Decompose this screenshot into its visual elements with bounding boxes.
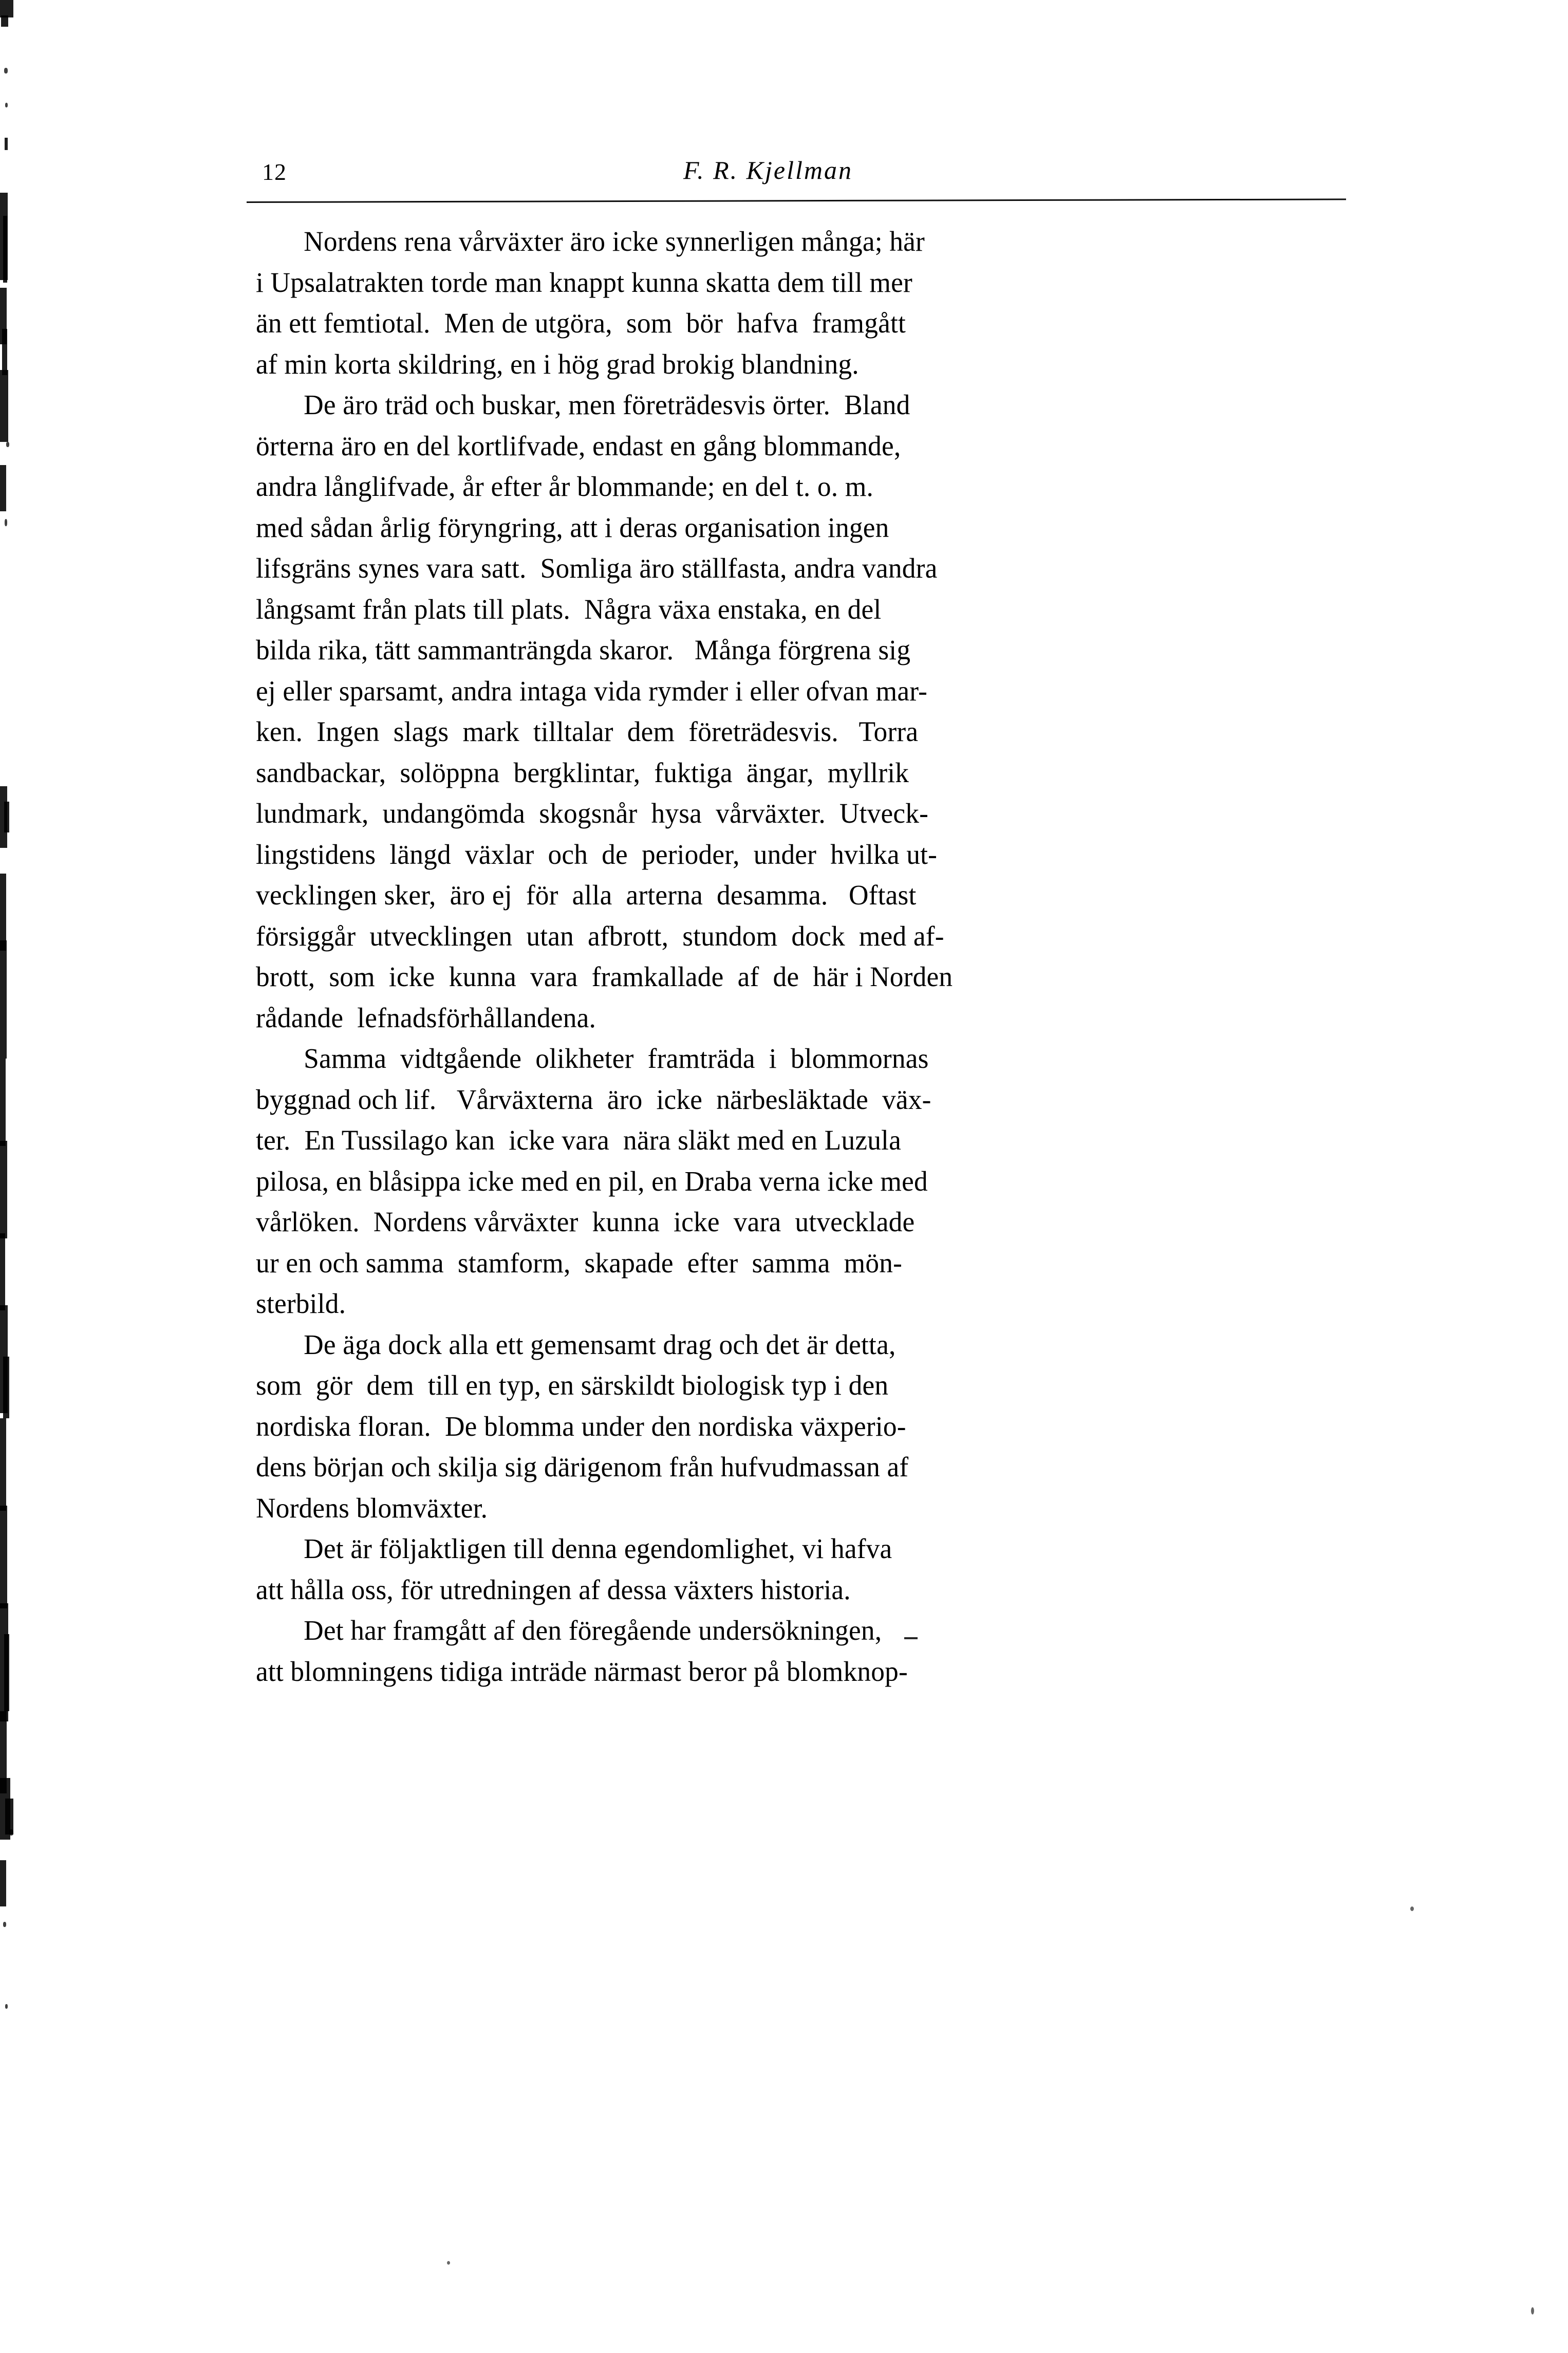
text-line: än ett femtiotal. Men de utgöra, som bör hafva framgått [256,307,906,339]
text-line: örterna äro en del kortlifvade, endast en gång blommande, [256,430,901,461]
text-line: att hålla oss, för utredningen af dessa växters historia. [256,1573,851,1605]
text-line: i Upsalatrakten torde man knappt kunna skatta dem till mer [256,266,912,298]
scan-gutter-artifacts [0,0,21,2353]
text-line: bilda rika, tätt sammanträngda skaror. Många förgrena sig [256,634,911,665]
text-line: vecklingen sker, äro ej för alla arterna desamma. Oftast [256,879,917,911]
text-line: byggnad och lif. Vårväxterna äro icke närbesläktade väx- [256,1083,931,1115]
folio-number: 12 [262,159,287,185]
ink-speck [1410,1906,1414,1911]
text-line: ej eller sparsamt, andra intaga vida rymder i eller ofvan mar- [256,675,928,707]
text-line: Det har framgått af den föregående undersökningen, [304,1615,882,1646]
ink-artifact-dash [904,1637,918,1639]
text-line: andra långlifvade, år efter år blommande; en del t. o. m. [256,471,874,502]
text-line: De äro träd och buskar, men företrädesvis örter. Bland [304,389,910,420]
text-line: af min korta skildring, en i hög grad brokig blandning. [256,348,859,380]
text-line: sterbild. [256,1288,346,1319]
text-line: lifsgräns synes vara satt. Somliga äro ställfasta, andra vandra [256,552,938,584]
text-line: med sådan årlig föryngring, att i deras organisation ingen [256,511,889,543]
text-line: dens början och skilja sig därigenom från hufvudmassan af [256,1451,909,1483]
page-header [241,154,1346,200]
text-line: ur en och samma stamform, skapade efter samma mön- [256,1247,903,1279]
text-line: Nordens blomväxter. [256,1492,488,1524]
text-line: försiggår utvecklingen utan afbrott, stundom dock med af- [256,920,944,952]
text-line: nordiska floran. De blomma under den nordiska växperio- [256,1410,906,1442]
text-line: pilosa, en blåsippa icke med en pil, en Draba verna icke med [256,1165,928,1197]
text-line: sandbackar, solöppna bergklintar, fuktiga ängar, myllrik [256,756,909,788]
text-line: vårlöken. Nordens vårväxter kunna icke vara utvecklade [256,1206,915,1237]
text-line: Samma vidtgående olikheter framträda i blommornas [304,1043,929,1074]
text-line: att blomningens tidiga inträde närmast beror på blomknop- [256,1655,908,1687]
text-line: Det är följaktligen till denna egendomlighet, vi hafva [304,1533,892,1564]
text-line: rådande lefnadsförhållandena. [256,1002,596,1033]
text-line: ter. En Tussilago kan icke vara nära släkt med en Luzula [256,1124,901,1156]
text-line: ken. Ingen slags mark tilltalar dem företrädesvis. Torra [256,716,919,747]
text-line: De äga dock alla ett gemensamt drag och det är detta, [304,1328,896,1360]
ink-speck [447,2261,450,2265]
text-line: långsamt från plats till plats. Några växa enstaka, en del [256,593,882,625]
text-line: brott, som icke kunna vara framkallade af de här i Norden [256,961,953,992]
text-line: som gör dem till en typ, en särskildt biologisk typ i den [256,1369,889,1401]
body-text [256,221,1337,1692]
running-head: F. R. Kjellman [683,156,853,184]
text-line: lingstidens längd växlar och de perioder, under hvilka ut- [256,838,938,870]
ink-speck [1531,2307,1534,2314]
text-line: lundmark, undangömda skogsnår hysa vårväxter. Utveck- [256,798,929,829]
text-line: Nordens rena vårväxter äro icke synnerligen många; här [304,226,925,257]
